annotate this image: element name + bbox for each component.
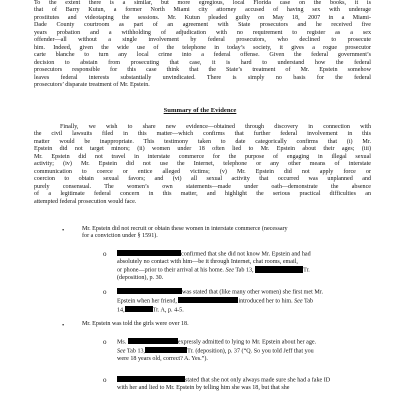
redaction-block xyxy=(145,347,187,353)
text-line: matter would be inappropriate. This testimony taken to date categorically confirms that (i) Mr. xyxy=(34,138,371,145)
redaction-block xyxy=(255,266,303,272)
line-text: Tr. (deposition), p. 37 (“Q. So you told Jeff that you xyxy=(187,348,314,355)
sub-bullet-line: with her and lied to Mr. Epstein by telling him she was 18, but that she xyxy=(117,384,290,391)
sub-bullet-line xyxy=(117,250,377,259)
text-line: of a legitimate federal concern in this matter, and highlight the serious practical difficulties an xyxy=(34,191,371,198)
redaction-block xyxy=(117,250,181,256)
text-line: the civil lawsuits filed in this matter—which confirms that further federal involvement in this xyxy=(34,131,371,138)
text-line: prosecutors’ disparate treatment of Mr. Epstein. xyxy=(34,81,150,88)
redaction-block xyxy=(117,376,185,382)
see-signal: See xyxy=(294,298,303,305)
redaction-block xyxy=(117,288,182,294)
top-paragraph xyxy=(34,0,371,89)
see-signal: See xyxy=(225,267,234,274)
sub-bullet-line: (deposition), p. 30. xyxy=(117,275,164,282)
see-signal: See xyxy=(117,348,126,355)
sub-bullet-icon: o xyxy=(103,250,107,258)
bullet-1-text xyxy=(82,226,372,241)
text-line: Dade County courtroom as part of an agreement with State prosecutors and he received five xyxy=(34,22,371,29)
text-line: To the extent there is a similar, but more egregious, local Florida case on the books, it is xyxy=(34,0,371,6)
line-text: 14, xyxy=(117,307,125,314)
sub-bullet-icon: o xyxy=(103,288,107,296)
sub-bullet-icon: o xyxy=(103,376,107,384)
line-text: or phone—prior to their arrival at his home. xyxy=(117,267,224,274)
text-line: years probation and a withholding of adjudication with no requirement to register as a sex xyxy=(34,29,371,36)
tab-ref: Tab xyxy=(304,298,314,305)
text-line: attempted federal prosecution would face. xyxy=(34,198,137,205)
tab-ref: Tab 13, xyxy=(235,267,254,274)
sub-bullet-line xyxy=(117,288,377,297)
sub-bullet-1a xyxy=(117,250,377,283)
sub-bullet-2b xyxy=(117,376,377,392)
sub-bullet-line xyxy=(117,347,377,356)
text-line: purely consensual. The women’s own statements—made under oath—demonstrate the absence xyxy=(34,183,371,190)
evidence-paragraph xyxy=(34,124,371,206)
bullet-line: for a conviction under § 1591). xyxy=(82,233,158,240)
text-line: coercion to obtain sexual favors; and (vi) all sexual activity that occurred was unplanned and xyxy=(34,176,371,183)
text-line: decision to abstain from prosecuting that case, it is hard to understand how the federal xyxy=(34,59,371,66)
bullet-line: Mr. Epstein did not recruit or obtain these women in interstate commerce (necessary xyxy=(82,226,288,232)
text-line: him. Indeed, given the wide use of the telephone in today’s society, it gives a rogue prosecutor xyxy=(34,44,371,51)
text-line: Epstein did not target minors; (ii) women under 18 often lied to Mr. Epstein about their ages; (iii) xyxy=(34,146,371,153)
sub-bullet-line: were 18 years old, correct? A. Yes.”). xyxy=(117,355,208,362)
text-line: prosecutors responsible for this case think that the State’s treatment of Mr. Epstein somehow xyxy=(34,67,371,74)
text-line: that of Barry Kutun, a former North Miami city attorney accused of having sex with underage xyxy=(34,7,371,14)
redaction-block xyxy=(178,297,238,303)
tab-ref: Tab 13, xyxy=(126,348,146,355)
bullet-icon: • xyxy=(62,227,65,234)
text-line: Finally, we wish to share new evidence—obtained through discovery in connection with xyxy=(60,124,371,130)
line-text: Tr. xyxy=(303,267,310,274)
line-text: was stated that (like many other women) she first met Mr. xyxy=(182,289,323,296)
sub-bullet-line xyxy=(117,376,377,385)
text-line: offender—all without a single involvement by federal prosecutors, who declined to prosecute xyxy=(34,37,371,44)
section-heading: Summary of the Evidence xyxy=(163,107,237,114)
text-line: leaves federal interests substantially unvindicated. There is simply no basis for the federal xyxy=(34,74,371,81)
sub-bullet-1b xyxy=(117,288,377,315)
bullet-icon: • xyxy=(62,322,65,329)
bullet-2-text xyxy=(82,321,372,328)
sub-bullet-icon: o xyxy=(103,338,107,346)
text-line: activity; (iv) Mr. Epstein did not use the Internet, telephone or any other means of interstate xyxy=(34,161,371,168)
redaction-block xyxy=(125,306,153,312)
line-text: expressly admitted to lying to Mr. Epstein about her age. xyxy=(177,339,317,346)
sub-bullet-line xyxy=(117,306,377,315)
text-line: communication to coerce or entice alleged victims; (v) Mr. Epstein did not apply force or xyxy=(34,168,371,175)
sub-bullet-line xyxy=(117,338,377,347)
line-text: introduced her to him. xyxy=(238,298,293,305)
line-text: Ms. xyxy=(117,339,127,346)
sub-bullet-line: absolutely no contact with him—be it through Internet, chat rooms, email, xyxy=(117,258,298,265)
line-text: confirmed that she did not know Mr. Epstein and had xyxy=(181,251,311,258)
sub-bullet-line xyxy=(117,266,377,275)
text-line: prostitutes and videotaping the sessions. Mr. Kutun pleaded guilty on May 18, 2007 in a Miami- xyxy=(34,14,371,21)
text-line: carte blanche to turn any local crime into a federal offense. Given the federal government’s xyxy=(34,52,371,59)
line-text: Tr. A, p. 4-5. xyxy=(152,307,184,314)
line-text: Epstein when her friend, xyxy=(117,298,177,305)
redaction-block xyxy=(128,338,178,344)
text-line: Mr. Epstein did not travel in interstate commerce for the purpose of engaging in illegal sexual xyxy=(34,153,371,160)
line-text: stated that she not only always made sure she had a fake ID xyxy=(185,377,331,384)
bullet-line: Mr. Epstein was told the girls were over 18. xyxy=(82,321,189,327)
sub-bullet-2a xyxy=(117,338,377,363)
sub-bullet-line xyxy=(117,297,377,306)
